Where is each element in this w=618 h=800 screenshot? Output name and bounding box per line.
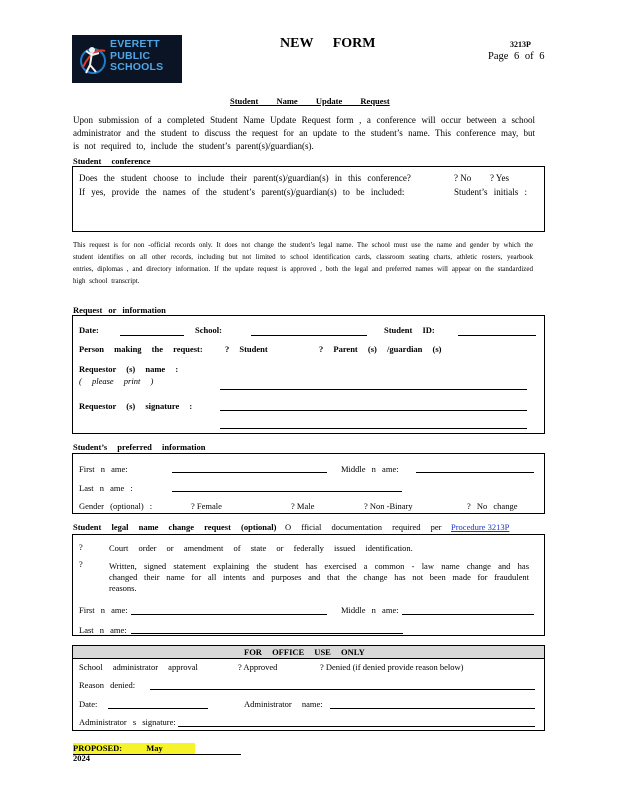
page-number: Page 6 of 6	[488, 51, 545, 62]
footer-rule	[73, 754, 241, 755]
administrator-name-label: Administrator name:	[244, 699, 323, 709]
legal-last-name-field[interactable]	[131, 633, 403, 634]
intro-paragraph: Upon submission of a completed Student Name Update Request form , a conference will occur between a school administrator and the student to discuss the request for an update to the student’s name. This conference may, but is not required to, include the student’s parent(s)/guardian(s).	[73, 115, 535, 151]
date-field[interactable]	[120, 335, 184, 336]
conference-heading: Student conference	[73, 156, 151, 166]
administrator-signature-field[interactable]	[178, 726, 535, 727]
conference-no-option[interactable]: ? No	[454, 173, 472, 183]
legal-documentation-note: O fficial documentation required per	[285, 522, 442, 532]
office-heading: FOR OFFICE USE ONLY	[244, 647, 365, 657]
requestor-signature-label: Requestor (s) signature :	[79, 401, 193, 411]
legal-item-written-statement: Written, signed statement explaining the student has exercised a common - law name change and has changed their name for all intents and purposes and that the change has not been made for fraudulent reasons.	[109, 561, 529, 593]
form-number: 3213P	[510, 40, 531, 49]
gender-non-binary-option[interactable]: ? Non -Binary	[364, 501, 413, 511]
notice-paragraph: This request is for non -official records only. It does not change the student’s legal name. The school must use the name and gender by which the student identifies on all other records, including but not limited to school identification cards, classroom seating charts, athletic rosters, yearbook entries, diplomas , and directory information. If the update request is approved , both the legal and preferred names will appear on the standardized high school transcript.	[73, 241, 533, 285]
proposed-date: PROPOSED: May 2024	[73, 743, 195, 754]
school-label: School:	[195, 325, 222, 335]
request-box	[72, 315, 545, 434]
requestor-signature-field[interactable]	[220, 410, 527, 411]
reason-denied-field[interactable]	[150, 689, 535, 690]
legal-middle-name-label: Middle n ame:	[341, 605, 399, 615]
form-title: NEW FORM	[280, 36, 376, 51]
conference-yes-option[interactable]: ? Yes	[490, 173, 510, 183]
approval-label: School administrator approval	[79, 662, 198, 672]
person-making-label: Person making the request:	[79, 344, 203, 354]
approved-option[interactable]: ? Approved	[238, 662, 278, 672]
gender-label: Gender (optional) :	[79, 501, 153, 511]
district-logo	[72, 35, 182, 83]
student-option[interactable]: ? Student	[225, 344, 268, 354]
legal-first-name-field[interactable]	[131, 614, 327, 615]
please-print-label: ( please print )	[79, 376, 154, 386]
preferred-last-name-label: Last n ame :	[79, 483, 133, 493]
request-heading: Request or information	[73, 305, 166, 315]
section-title: Student Name Update Request	[230, 96, 390, 106]
logo-line-2: PUBLIC	[110, 49, 151, 62]
requestor-name-label: Requestor (s) name :	[79, 364, 179, 374]
legal-first-name-label: First n ame:	[79, 605, 128, 615]
administrator-name-field[interactable]	[330, 708, 535, 709]
requestor-name-field[interactable]	[220, 389, 527, 390]
requestor-signature-field-2[interactable]	[220, 428, 527, 429]
legal-last-name-label: Last n ame:	[79, 625, 127, 635]
gender-female-option[interactable]: ? Female	[191, 501, 222, 511]
school-field[interactable]	[251, 335, 367, 336]
preferred-first-name-field[interactable]	[172, 472, 327, 473]
preferred-middle-name-field[interactable]	[416, 472, 534, 473]
denied-option[interactable]: ? Denied (if denied provide reason below)	[320, 662, 464, 672]
gender-male-option[interactable]: ? Male	[291, 501, 315, 511]
office-date-label: Date:	[79, 699, 98, 709]
student-id-field[interactable]	[458, 335, 536, 336]
procedure-link[interactable]: Procedure 3213P	[451, 522, 510, 532]
bullet-2-icon: ?	[79, 559, 83, 569]
logo-line-3: SCHOOLS	[110, 61, 164, 73]
globe-icon	[78, 41, 108, 77]
parent-option[interactable]: ? Parent (s) /guardian (s)	[319, 344, 442, 354]
preferred-last-name-field[interactable]	[172, 491, 402, 492]
student-initials-label: Student’s initials :	[454, 187, 528, 197]
conference-followup: If yes, provide the names of the student’s parent(s)/guardian(s) to be included:	[79, 187, 405, 197]
date-label: Date:	[79, 325, 99, 335]
preferred-heading: Student’s preferred information	[73, 442, 206, 452]
administrator-signature-label: Administrator s signature:	[79, 717, 176, 727]
legal-item-court-order: Court order or amendment of state or federally issued identification.	[109, 543, 413, 553]
preferred-first-name-label: First n ame:	[79, 464, 128, 474]
logo-line-1: EVERETT	[110, 38, 160, 50]
legal-heading: Student legal name change request (optional)	[73, 522, 277, 532]
conference-question: Does the student choose to include their parent(s)/guardian(s) in this conference?	[79, 173, 411, 183]
gender-no-change-option[interactable]: ? No change	[467, 501, 518, 511]
preferred-middle-name-label: Middle n ame:	[341, 464, 399, 474]
reason-denied-label: Reason denied:	[79, 680, 136, 690]
student-id-label: Student ID:	[384, 325, 435, 335]
office-date-field[interactable]	[108, 708, 208, 709]
bullet-1-icon: ?	[79, 542, 83, 552]
legal-middle-name-field[interactable]	[402, 614, 534, 615]
